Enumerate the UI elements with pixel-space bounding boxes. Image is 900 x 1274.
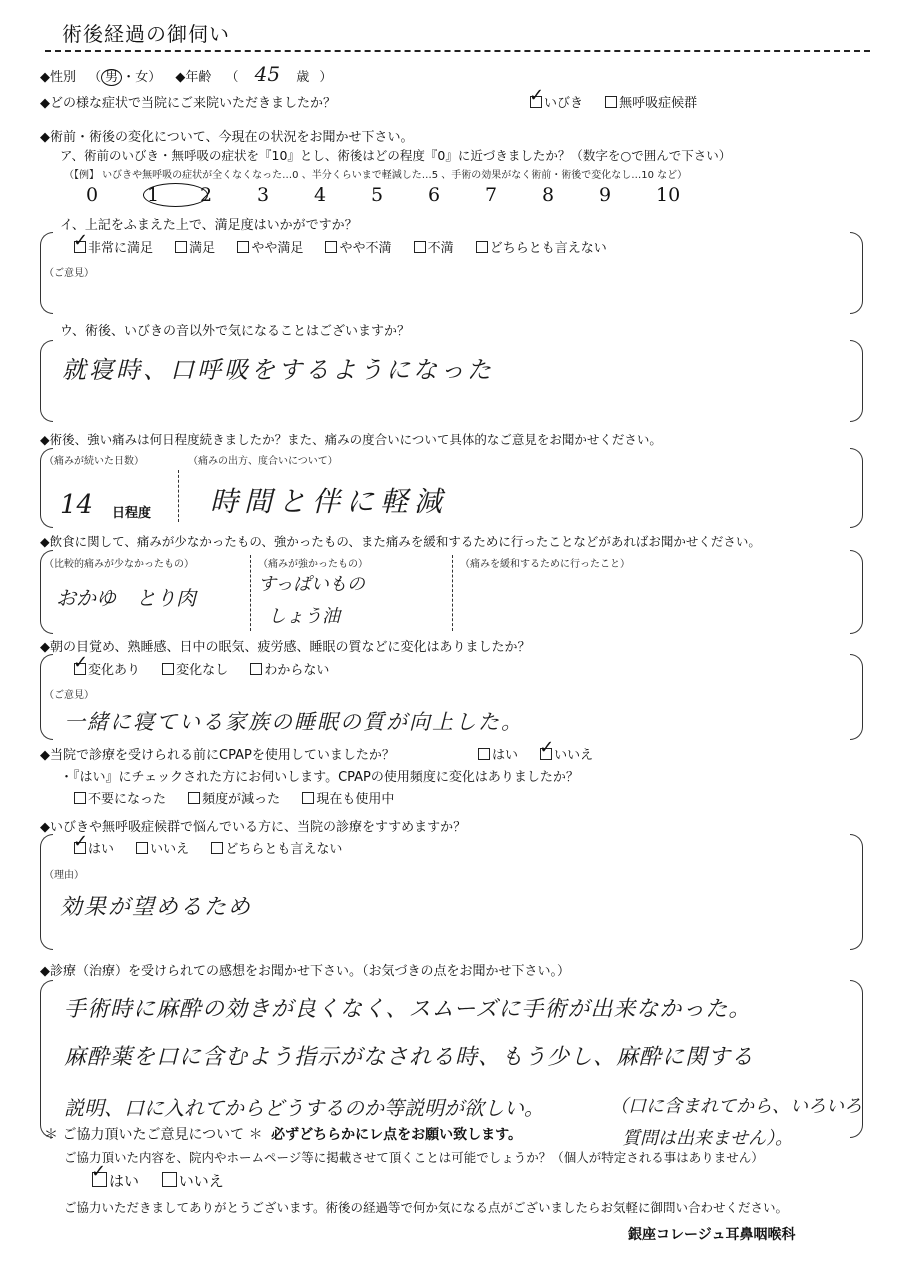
satisfaction-question: イ、上記をふまえた上で、満足度はいかがですか？: [60, 218, 358, 233]
satisfaction-options: [74, 237, 625, 256]
cpap-yes-option[interactable]: はい: [478, 744, 518, 763]
impression-note-1[interactable]: （口に含まれてから、いろいろ: [610, 1096, 862, 1117]
symptom-option-snoring[interactable]: ✓ いびき: [530, 92, 583, 111]
sex-female-option[interactable]: 女: [135, 70, 149, 85]
satisfaction-option[interactable]: どちらとも言えない: [476, 237, 607, 256]
symptom-options: [530, 92, 715, 111]
sleep-bracket-right: [850, 654, 863, 740]
checkbox[interactable]: [605, 96, 617, 108]
sex-open: （: [88, 70, 102, 85]
consent-heading-a: ＊ ご協力頂いたご意見について ＊: [44, 1127, 263, 1143]
food-col2-answer-1[interactable]: すっぱいもの: [258, 574, 365, 595]
food-col2-label: （痛みが強かったもの）: [258, 559, 368, 570]
impression-line-1[interactable]: 手術時に麻酔の効きが良くなく、スムーズに手術が出来なかった。: [64, 997, 752, 1022]
satisfaction-option[interactable]: やや満足: [237, 237, 303, 256]
consent-options: [92, 1170, 242, 1191]
symptom-question: ◆どの様な症状で当院にご来院いただきましたか？: [40, 96, 336, 111]
cpap-options: [478, 744, 611, 763]
sex-male-option[interactable]: 男: [101, 69, 122, 86]
age-close: ）: [319, 70, 333, 85]
scale-9[interactable]: 9: [599, 184, 612, 206]
sleep-answer[interactable]: 一緒に寝ている家族の睡眠の質が向上した。: [64, 710, 524, 734]
cpap-sub-option[interactable]: 頻度が減った: [188, 788, 280, 807]
pain-days-value[interactable]: 14: [60, 490, 94, 520]
age-label: ◆年齢: [175, 70, 212, 85]
consent-question: ご協力頂いた内容を、院内やホームページ等に掲載させて頂くことは可能でしょうか？（個人が特定される事はありません）: [64, 1150, 764, 1165]
recommend-options: [74, 838, 360, 857]
satisfaction-option[interactable]: やや不満: [325, 237, 391, 256]
pain-days-unit: 日程度: [112, 506, 152, 521]
recommend-reason-label: （理由）: [44, 870, 84, 881]
other-bracket-right: [850, 340, 863, 422]
recommend-option[interactable]: いいえ: [136, 838, 189, 857]
cpap-sub-option[interactable]: 不要になった: [74, 788, 166, 807]
change-question: ◆術前・術後の変化について、今現在の状況をお聞かせ下さい。: [40, 130, 414, 145]
scale-8[interactable]: 8: [542, 184, 555, 206]
sex-label: ◆性別: [40, 70, 76, 85]
satisfaction-bracket-right: [850, 232, 863, 314]
pain-days-label: （痛みが続いた日数）: [44, 456, 144, 467]
other-answer[interactable]: 就寝時、口呼吸をするようになった: [62, 356, 494, 384]
food-col3-label: （痛みを緩和するために行ったこと）: [460, 559, 630, 570]
consent-heading-b: 必ずどちらかにレ点をお願い致します。: [271, 1127, 522, 1143]
sleep-question: ◆朝の目覚め、熟睡感、日中の眠気、疲労感、睡眠の質などに変化はありましたか？: [40, 640, 531, 655]
other-question: ウ、術後、いびきの音以外で気になることはございますか？: [60, 324, 410, 339]
consent-heading: [44, 1124, 522, 1144]
scale-7[interactable]: 7: [485, 184, 498, 206]
title-divider: [45, 50, 870, 52]
sleep-option[interactable]: わからない: [250, 659, 329, 678]
pain-divider: [178, 470, 179, 522]
sex-row: [40, 62, 332, 86]
scale-10[interactable]: 10: [656, 184, 681, 206]
scale-3[interactable]: 3: [257, 184, 270, 206]
recommend-reason[interactable]: 効果が望めるため: [60, 895, 253, 920]
pain-bracket-right: [850, 448, 863, 528]
satisfaction-option[interactable]: 不満: [414, 237, 454, 256]
change-example: （【例】 いびきや無呼吸の症状が全くなくなった…0 、半分くらいまで軽減した…5 、手術の効果がなく術前・術後で変化なし…10 など）: [64, 170, 688, 181]
sleep-options: [74, 659, 347, 678]
food-divider-1: [250, 555, 251, 631]
satisfaction-option[interactable]: ✓非常に満足: [74, 237, 153, 256]
age-open: （: [225, 70, 239, 85]
sleep-option[interactable]: 変化なし: [162, 659, 228, 678]
food-col1-label: （比較的痛みが少なかったもの）: [44, 559, 194, 570]
sleep-option[interactable]: ✓変化あり: [74, 659, 140, 678]
cpap-sub-option[interactable]: 現在も使用中: [302, 788, 394, 807]
severity-scale: [86, 183, 713, 207]
pain-degree-answer[interactable]: 時間と伴に軽減: [210, 485, 449, 518]
impression-note-2[interactable]: 質問は出来ません）。: [622, 1128, 793, 1149]
symptom-option-apnea[interactable]: 無呼吸症候群: [605, 92, 697, 111]
cpap-question: ◆当院で診療を受けられる前にCPAPを使用していましたか？: [40, 748, 395, 763]
consent-yes-option[interactable]: ✓はい: [92, 1170, 139, 1191]
sex-close: ）: [148, 70, 162, 85]
scale-1[interactable]: 1: [143, 183, 200, 207]
cpap-sub-options: [74, 788, 412, 807]
change-subquestion: ア、術前のいびき・無呼吸の症状を『10』とし、術後はどの程度『0』に近づきましたか？（数字を○で囲んで下さい）: [60, 148, 732, 163]
recommend-bracket-left: [40, 834, 53, 950]
food-question: ◆飲食に関して、痛みが少なかったもの、強かったもの、また痛みを緩和するために行ったことなどがあればお聞かせください。: [40, 534, 761, 549]
consent-no-option[interactable]: いいえ: [162, 1170, 224, 1191]
scale-0[interactable]: 0: [86, 184, 99, 206]
pain-question: ◆術後、強い痛みは何日程度続きましたか？また、痛みの度合いについて具体的なご意見をお聞かせください。: [40, 432, 662, 447]
scale-5[interactable]: 5: [371, 184, 384, 206]
food-bracket-right: [850, 550, 863, 634]
impression-line-2[interactable]: 麻酔薬を口に含むよう指示がなされる時、もう少し、麻酔に関する: [64, 1045, 755, 1070]
impression-bracket-left: [40, 980, 53, 1138]
scale-2[interactable]: 2: [200, 184, 213, 206]
recommend-question: ◆いびきや無呼吸症候群で悩んでいる方に、当院の診療をすすめますか？: [40, 820, 467, 835]
footer-thanks: ご協力いただきましてありがとうございます。術後の経過等で何か気になる点がございましたらお気軽に御問い合わせください。: [64, 1200, 789, 1215]
impression-line-3[interactable]: 説明、口に入れてからどうするのか等説明が欲しい。: [64, 1096, 544, 1120]
scale-4[interactable]: 4: [314, 184, 327, 206]
satisfaction-option[interactable]: 満足: [175, 237, 215, 256]
other-bracket-left: [40, 340, 53, 422]
page-title: 術後経過の御伺い: [62, 22, 230, 46]
recommend-bracket-right: [850, 834, 863, 950]
food-divider-2: [452, 555, 453, 631]
recommend-option[interactable]: ✓はい: [74, 838, 114, 857]
cpap-subquestion: ・『はい』にチェックされた方にお伺いします。CPAPの使用頻度に変化はありましたか？: [60, 770, 579, 785]
recommend-option[interactable]: どちらとも言えない: [211, 838, 342, 857]
checkbox[interactable]: [530, 96, 542, 108]
sleep-comment-label: （ご意見）: [44, 690, 94, 701]
food-col1-answer[interactable]: おかゆ とり肉: [56, 586, 196, 610]
age-value[interactable]: 45: [254, 62, 281, 86]
sex-dot: ・: [122, 70, 136, 85]
clinic-name: 銀座コレージュ耳鼻咽喉科: [628, 1227, 796, 1243]
age-unit: 歳: [296, 70, 310, 85]
cpap-no-option[interactable]: ✓ いいえ: [540, 744, 593, 763]
pain-degree-label: （痛みの出方、度合いについて）: [188, 456, 338, 467]
scale-6[interactable]: 6: [428, 184, 441, 206]
satisfaction-comment-label: （ご意見）: [44, 268, 94, 279]
food-col2-answer-2[interactable]: しょう油: [268, 606, 340, 627]
impression-question: ◆診療（治療）を受けられての感想をお聞かせ下さい。（お気づきの点をお聞かせ下さい。）: [40, 964, 570, 979]
